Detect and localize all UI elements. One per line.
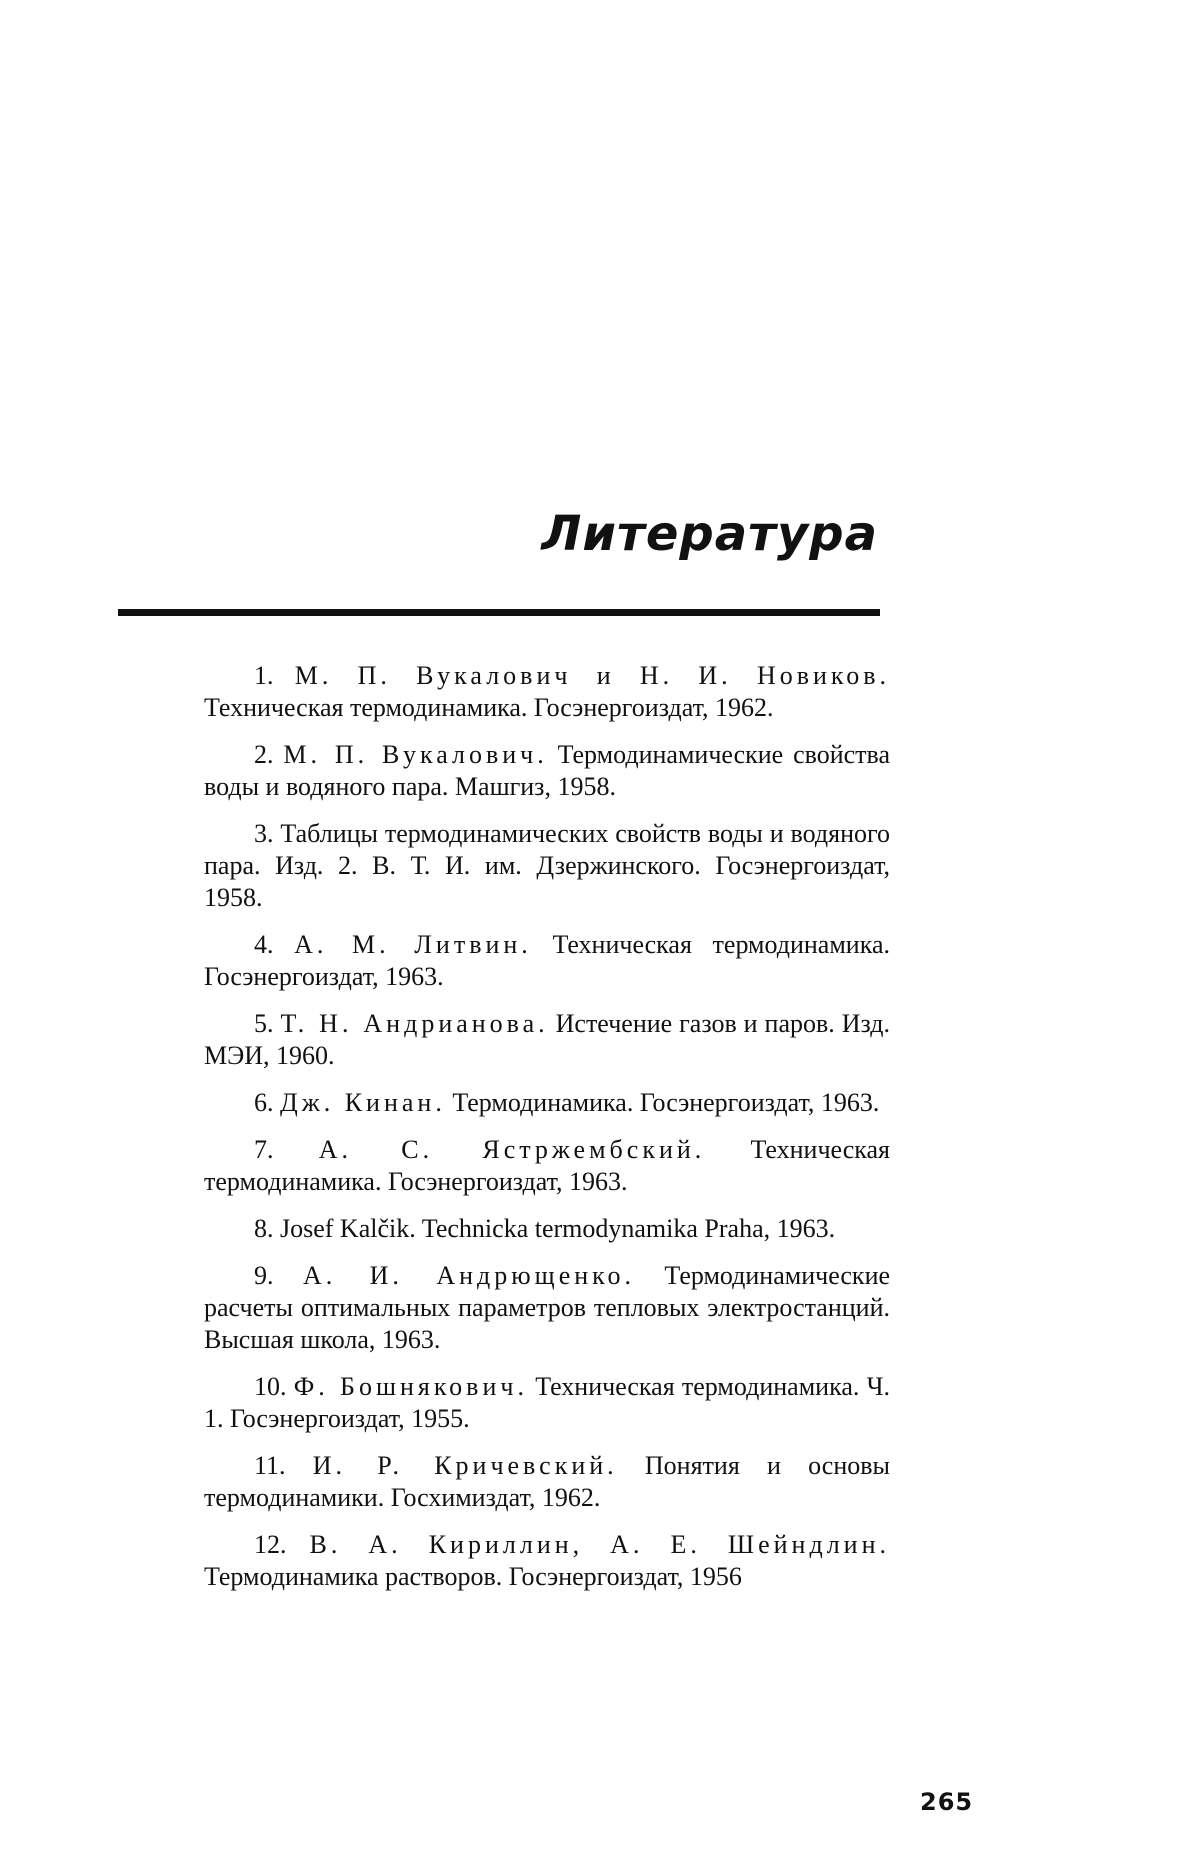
reference-item <box>204 1008 890 1072</box>
title-divider <box>118 609 880 616</box>
reference-item <box>204 1529 890 1593</box>
reference-number: 3. <box>254 819 274 848</box>
reference-text: Термодинамические расчеты оптимальных параметров тепловых электростанций. Высшая школа, 1963. <box>204 1261 891 1354</box>
reference-number: 4. <box>254 930 274 959</box>
reference-number: 10. <box>254 1372 287 1401</box>
reference-number: 11. <box>254 1451 286 1480</box>
reference-author: М. П. Вукалович. <box>283 740 548 769</box>
reference-text: Таблицы термодинамических свойств воды и водяного пара. Изд. 2. В. Т. И. им. Дзержинского. Госэнергоиздат, 1958. <box>204 819 890 912</box>
reference-item <box>204 1213 890 1245</box>
reference-text: Техническая термодинамика. Госэнергоиздат, 1963. <box>204 1135 890 1196</box>
reference-text: Термодинамические свойства воды и водяного пара. Машгиз, 1958. <box>204 740 891 801</box>
reference-item <box>204 1371 890 1435</box>
reference-number: 8. <box>254 1214 274 1243</box>
reference-text: Техническая термодинамика. Ч. 1. Госэнергоиздат, 1955. <box>204 1372 891 1433</box>
reference-author: А. М. Литвин. <box>294 930 532 959</box>
reference-number: 5. <box>254 1009 274 1038</box>
reference-text: Technicka termodynamika Praha, 1963. <box>421 1214 836 1243</box>
reference-author: А. И. Андрющенко. <box>302 1261 635 1290</box>
reference-number: 12. <box>254 1530 287 1559</box>
reference-author: Дж. Кинан. <box>280 1088 446 1117</box>
reference-item <box>204 739 890 803</box>
reference-author: М. П. Вукалович и Н. И. Новиков. <box>294 661 890 690</box>
reference-number: 7. <box>254 1135 274 1164</box>
page-number: 265 <box>920 1788 974 1816</box>
reference-item <box>204 1134 890 1198</box>
reference-item <box>204 1450 890 1514</box>
reference-list <box>204 660 890 1608</box>
reference-number: 9. <box>254 1261 274 1290</box>
reference-author: А. С. Ястржембский. <box>318 1135 706 1164</box>
reference-text: Термодинамика растворов. Госэнергоиздат, 1956 <box>204 1562 742 1591</box>
reference-text: Термодинамика. Госэнергоиздат, 1963. <box>452 1088 880 1117</box>
reference-author: И. Р. Кричевский. <box>312 1451 618 1480</box>
reference-item <box>204 818 890 914</box>
reference-text: Техническая термодинамика. Госэнергоиздат, 1962. <box>204 693 774 722</box>
reference-item <box>204 929 890 993</box>
reference-item <box>204 660 890 724</box>
reference-author: Josef Kalčik. <box>280 1214 416 1243</box>
reference-text: Техническая термодинамика. Госэнергоиздат, 1963. <box>204 930 890 991</box>
page-title: Литература <box>541 506 878 562</box>
reference-number: 2. <box>254 740 274 769</box>
reference-number: 1. <box>254 661 274 690</box>
reference-author: Т. Н. Андрианова. <box>280 1009 549 1038</box>
reference-text: Истечение газов и паров. Изд. МЭИ, 1960. <box>204 1009 891 1070</box>
reference-number: 6. <box>254 1088 274 1117</box>
reference-item <box>204 1087 890 1119</box>
reference-item <box>204 1260 890 1356</box>
reference-text: Понятия и основы термодинамики. Госхимиздат, 1962. <box>204 1451 890 1512</box>
reference-author: В. А. Кириллин, А. Е. Шейндлин. <box>309 1530 890 1559</box>
reference-author: Ф. Бошнякович. <box>293 1372 528 1401</box>
